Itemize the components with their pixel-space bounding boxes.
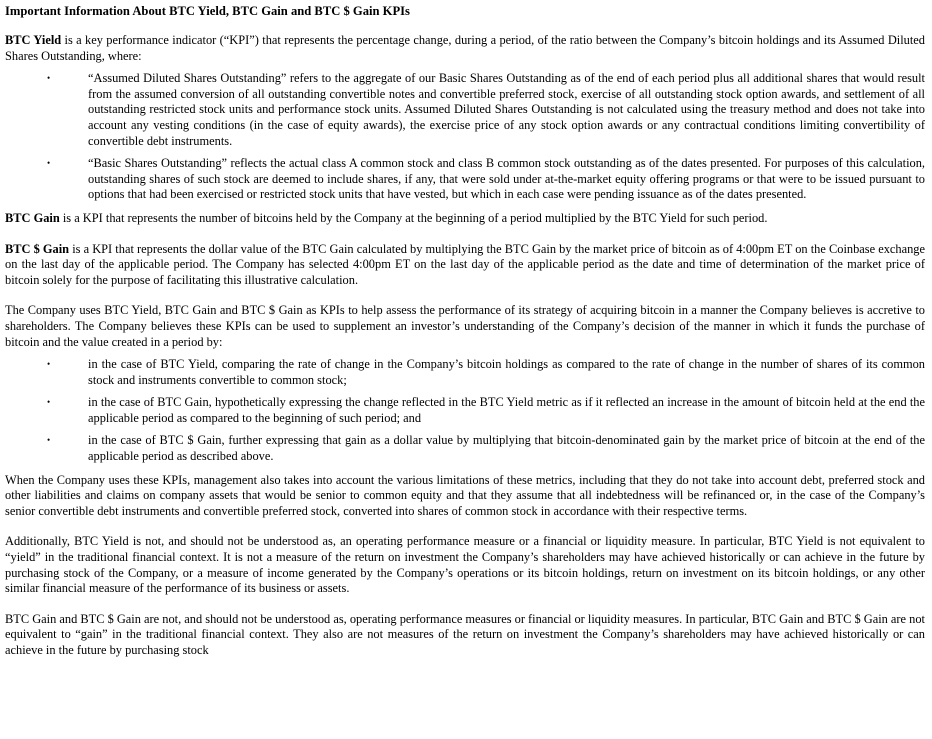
btc-dollar-gain-term: BTC $ Gain [5, 241, 70, 256]
list-item [5, 395, 925, 426]
usage-list [5, 357, 925, 465]
gain-disclaimer-paragraph: BTC Gain and BTC $ Gain are not, and should not be understood as, operating performance measures or financial or liquidity measures. In particular, BTC Gain and BTC $ Gain are not equivalent to “gain” in the traditional financial context. They also are not measures of the return on investment the Company’s shareholders may have achieved historically or can achieve in the future by purchasing stock [5, 611, 925, 657]
btc-yield-paragraph [5, 33, 925, 64]
usage-intro-paragraph: The Company uses BTC Yield, BTC Gain and BTC $ Gain as KPIs to help assess the performance of its strategy of acquiring bitcoin in a manner the Company believes is accretive to shareholders. The Company believes these KPIs can be used to supplement an investor’s understanding of the Company’s decision of the manner in which it funds the purchase of bitcoin and the value created in a period by: [5, 303, 925, 349]
btc-dollar-gain-paragraph [5, 242, 925, 289]
definitions-list [5, 71, 925, 203]
list-item-text: in the case of BTC $ Gain, further expressing that gain as a dollar value by multiplying that bitcoin-denominated gain by the market price of bitcoin at the end of the applicable period as described above. [88, 433, 925, 464]
btc-dollar-gain-definition: is a KPI that represents the dollar value of the BTC Gain calculated by multiplying the BTC Gain by the market price of bitcoin as of 4:00pm ET on the Coinbase exchange on the last day of the applicable period. The Company has selected 4:00pm ET on the last day of the applicable period as the date and time of determination of the market price of bitcoin solely for the purpose of facilitating this illustrative calculation. [5, 241, 925, 287]
btc-yield-definition: is a key performance indicator (“KPI”) that represents the percentage change, during a period, of the ratio between the Company’s bitcoin holdings and its Assumed Diluted Shares Outstanding, where: [5, 33, 925, 63]
bullet-icon: • [47, 435, 51, 446]
list-item-text: “Assumed Diluted Shares Outstanding” refers to the aggregate of our Basic Shares Outstanding as of the end of each period plus all additional shares that would result from the assumed conversion of all outstanding convertible notes and convertible preferred stock, exercise of all outstanding stock option awards, and settlement of all outstanding restricted stock units and performance stock units. Assumed Diluted Shares Outstanding is not calculated using the treasury method and does not take into account any vesting conditions (in the case of equity awards), the exercise price of any stock option awards or any contractual conditions limiting convertibility of convertible debt instruments. [88, 71, 925, 148]
list-item [5, 357, 925, 388]
additionally-paragraph: Additionally, BTC Yield is not, and should not be understood as, an operating performance measure or a financial or liquidity measure. In particular, BTC Yield is not equivalent to “yield” in the traditional financial context. It is not a measure of the return on investment the Company’s shareholders may have achieved historically or can achieve in the future by purchasing stock of the Company, or a measure of income generated by the Company’s operations or its bitcoin holdings, return on investment on its bitcoin holdings, or any other similar financial measure of the performance of its business or assets. [5, 534, 925, 596]
btc-gain-term: BTC Gain [5, 210, 60, 225]
bullet-icon: • [47, 359, 51, 370]
list-item [5, 71, 925, 149]
limitations-paragraph: When the Company uses these KPIs, management also takes into account the various limitations of these metrics, including that they do not take into account debt, preferred stock and other liabilities and claims on company assets that would be senior to common equity and that they assume that all indebtedness will be refinanced or, in the case of the Company’s senior convertible debt instruments and convertible preferred stock, converted into shares of common stock in accordance with their respective terms. [5, 472, 925, 518]
list-item-text: in the case of BTC Yield, comparing the rate of change in the Company’s bitcoin holdings as compared to the rate of change in the number of shares of its common stock and instruments convertible to common stock; [88, 357, 925, 387]
btc-gain-paragraph [5, 211, 925, 227]
list-item [5, 156, 925, 203]
page-title: Important Information About BTC Yield, BTC Gain and BTC $ Gain KPIs [5, 4, 410, 18]
list-item-text: “Basic Shares Outstanding” reflects the actual class A common stock and class B common stock outstanding as of the dates presented. For purposes of this calculation, outstanding shares of such stock are deemed to include shares, if any, that were sold under at-the-market equity offering programs or that were to be issued pursuant to options that had been exercised or restricted stock units that have vested, but which in each case were pending issuance as of the dates presented. [88, 156, 925, 202]
btc-gain-definition: is a KPI that represents the number of bitcoins held by the Company at the beginning of a period multiplied by the BTC Yield for such period. [59, 210, 768, 225]
bullet-icon: • [47, 397, 51, 408]
list-item-text: in the case of BTC Gain, hypothetically expressing the change reflected in the BTC Yield metric as if it reflected an increase in the amount of bitcoin held at the end the applicable period as compared to the beginning of such period; and [88, 395, 925, 425]
list-item [5, 433, 925, 464]
bullet-icon: • [47, 73, 51, 84]
btc-yield-term: BTC Yield [5, 33, 62, 47]
bullet-icon: • [47, 158, 51, 169]
